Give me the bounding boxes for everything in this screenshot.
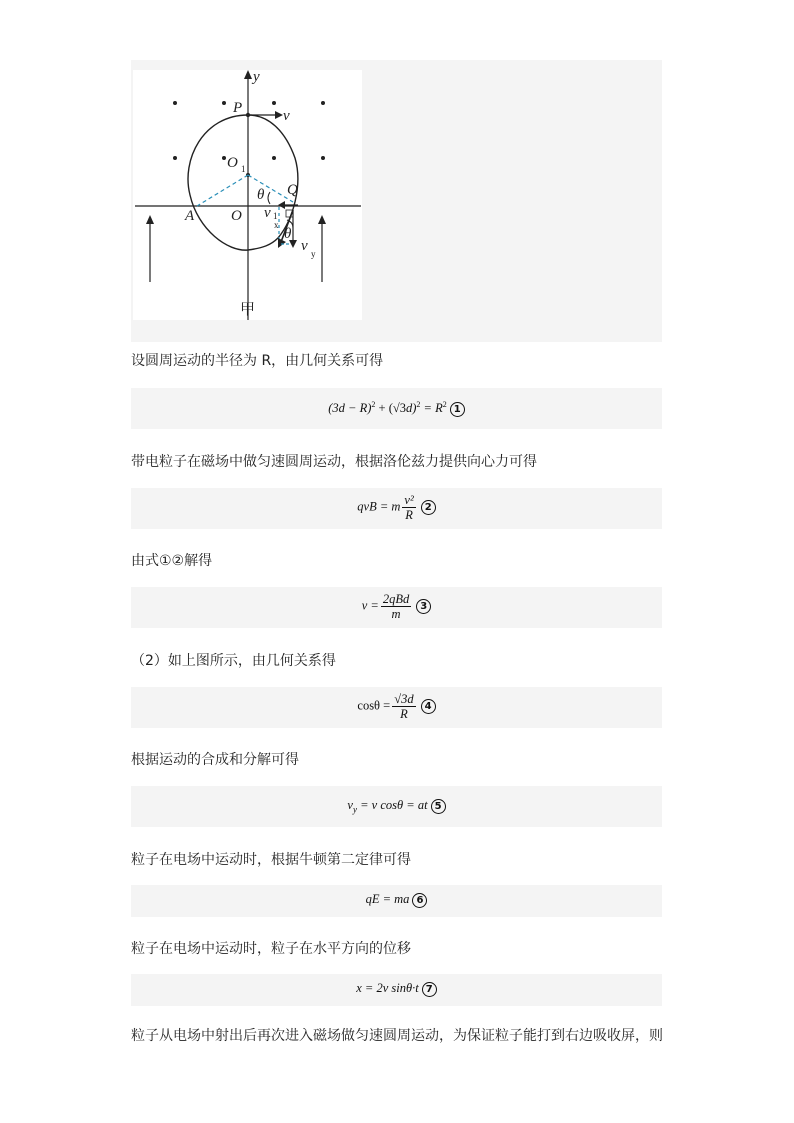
label-y: y bbox=[253, 70, 260, 85]
paragraph-3: 由式①②解得 bbox=[131, 553, 213, 569]
paragraph-4: （2）如上图所示，由几何关系得 bbox=[131, 653, 336, 669]
formula-block-4 bbox=[131, 687, 662, 728]
label-v1-sub2: 1 bbox=[273, 211, 278, 221]
radius-to-a bbox=[197, 175, 248, 206]
y-axis-arrow-icon bbox=[244, 70, 252, 79]
formula-6: qE = ma 6 bbox=[131, 892, 662, 908]
formula-1: $(3d - R)^2 + (√3d)^2 = R^2$ 1 bbox=[131, 400, 662, 417]
trajectory-curve bbox=[188, 115, 298, 250]
label-vy-sub: y bbox=[311, 249, 316, 259]
equation-number: 4 bbox=[421, 699, 436, 714]
velocity-arrow-icon bbox=[275, 111, 283, 119]
label-a: A bbox=[185, 208, 195, 224]
label-theta2: θ bbox=[284, 226, 292, 242]
paragraph-8: 粒子从电场中射出后再次进入磁场做匀速圆周运动，为保证粒子能打到右边吸收屏，则 bbox=[131, 1028, 663, 1044]
paragraph-5: 根据运动的合成和分解可得 bbox=[131, 752, 299, 768]
equation-number: 6 bbox=[412, 893, 427, 908]
formula-5: $v_y = v$ cosθ = at 5 bbox=[131, 798, 662, 815]
formula-block-2 bbox=[131, 488, 662, 529]
equation-number: 2 bbox=[421, 500, 436, 515]
formula-2: qvB = m $\frac{\text{v²}}{R}$ 2 bbox=[131, 493, 662, 522]
physics-diagram bbox=[133, 70, 362, 320]
formula-block-7 bbox=[131, 974, 662, 1006]
label-q: Q bbox=[287, 182, 298, 198]
formula-block-5 bbox=[131, 786, 662, 827]
formula-block-3 bbox=[131, 587, 662, 628]
equation-number: 3 bbox=[416, 599, 431, 614]
equation-number: 5 bbox=[431, 799, 446, 814]
label-v: v bbox=[283, 108, 290, 124]
paragraph-6: 粒子在电场中运动时，根据牛顿第二定律可得 bbox=[131, 852, 411, 868]
label-o: O bbox=[231, 208, 242, 224]
paragraph-1: 设圆周运动的半径为 R，由几何关系可得 bbox=[131, 353, 384, 369]
formula-block-6 bbox=[131, 885, 662, 917]
label-v1: v bbox=[264, 205, 271, 221]
label-v1-sub: x bbox=[274, 220, 279, 230]
label-o1: O bbox=[227, 155, 238, 171]
equation-number: 7 bbox=[422, 982, 437, 997]
label-theta1: θ bbox=[257, 187, 265, 203]
formula-3: v = $\frac{\text{2qBd}}{m}$ 3 bbox=[131, 592, 662, 621]
field-arrow-right-icon bbox=[318, 215, 326, 224]
label-p: P bbox=[233, 100, 243, 116]
paragraph-7: 粒子在电场中运动时，粒子在水平方向的位移 bbox=[131, 941, 411, 957]
formula-7: x = 2v sinθ·t 7 bbox=[131, 981, 662, 997]
field-dots bbox=[173, 101, 325, 160]
figure-diagram bbox=[133, 70, 362, 320]
figure-caption: 甲 bbox=[240, 300, 256, 318]
label-o1-sub: 1 bbox=[241, 164, 246, 174]
label-vy: v bbox=[301, 238, 308, 254]
formula-block-1 bbox=[131, 388, 662, 429]
paragraph-2: 带电粒子在磁场中做匀速圆周运动，根据洛伦兹力提供向心力可得 bbox=[131, 454, 537, 470]
formula-4: cosθ = $\frac{√3d}{R}$ 4 bbox=[131, 692, 662, 721]
equation-number: 1 bbox=[450, 402, 465, 417]
field-arrow-left-icon bbox=[146, 215, 154, 224]
